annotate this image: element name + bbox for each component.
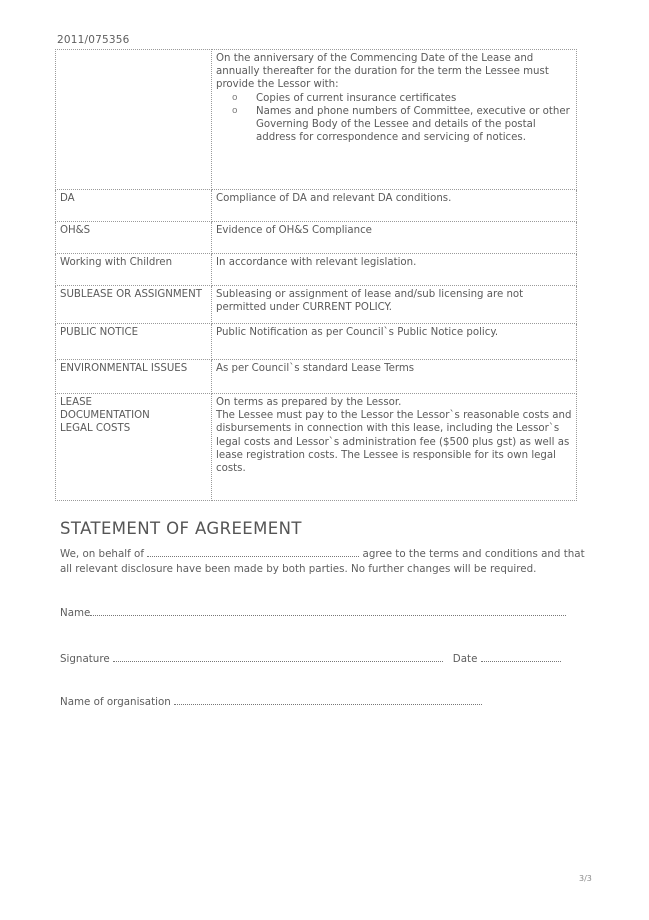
hollow-bullet-icon: o: [232, 92, 238, 103]
organisation-field[interactable]: [174, 694, 482, 705]
row-content: Compliance of DA and relevant DA conditions.: [212, 190, 577, 222]
signature-field-row: [60, 651, 561, 665]
name-field[interactable]: [90, 605, 566, 616]
list-item: [232, 105, 572, 145]
date-field[interactable]: [481, 651, 561, 662]
table-row-sublease: [56, 286, 577, 324]
row-content: In accordance with relevant legislation.: [212, 254, 577, 286]
row-label: Working with Children: [56, 254, 212, 286]
row-content: As per Council`s standard Lease Terms: [212, 360, 577, 394]
row-label: SUBLEASE OR ASSIGNMENT: [56, 286, 212, 324]
table-row-lease-documentation: [56, 394, 577, 501]
statement-title: STATEMENT OF AGREEMENT: [60, 519, 302, 538]
table-row-ohs: [56, 222, 577, 254]
row-label-lease-documentation: [56, 394, 212, 501]
row-label: PUBLIC NOTICE: [56, 324, 212, 360]
row-label-line: LEGAL COSTS: [60, 423, 131, 435]
row-label: DA: [56, 190, 212, 222]
lease-costs-paragraph: The Lessee must pay to the Lessor the Lessor`s reasonable costs and disbursements in connection with this lease, including the Lessor`s legal costs and Lessor`s administration fee ($500 plus gst) as well as lease registration costs. The Lessee is responsible for its own legal costs.: [216, 410, 572, 475]
lease-terms-table: [55, 49, 577, 501]
name-label: Name: [60, 607, 91, 619]
row-label-line: LEASE: [60, 397, 92, 408]
row-label-line: DOCUMENTATION: [60, 410, 150, 422]
date-label: Date: [452, 653, 478, 665]
list-item: [232, 92, 572, 105]
statement-body: [60, 546, 595, 577]
annual-requirements-intro: On the anniversary of the Commencing Date of the Lease and annually thereafter for the duration for the term the Lessee must provide the Lessor with:: [216, 53, 549, 91]
lease-terms-line: On terms as prepared by the Lessor.: [216, 397, 402, 408]
row-content: Public Notification as per Council`s Public Notice policy.: [212, 324, 577, 360]
row-label: ENVIRONMENTAL ISSUES: [56, 360, 212, 394]
page-number: 3/3: [579, 874, 592, 883]
row-label: OH&S: [56, 222, 212, 254]
table-row-environmental: [56, 360, 577, 394]
annual-requirements-list: [216, 92, 572, 145]
document-reference-number: 2011/075356: [57, 34, 130, 46]
statement-text-after: agree to the terms and conditions and that all relevant disclosure have been made by both parties. No further changes will be required.: [60, 548, 585, 575]
behalf-of-field[interactable]: [147, 546, 359, 557]
list-item-text: Copies of current insurance certificates: [256, 92, 457, 104]
row-content: Subleasing or assignment of lease and/sub licensing are not permitted under CURRENT POLICY.: [212, 286, 577, 324]
row-content: Evidence of OH&S Compliance: [212, 222, 577, 254]
table-row-working-with-children: [56, 254, 577, 286]
list-item-text: Names and phone numbers of Committee, executive or other Governing Body of the Lessee and details of the postal address for correspondence and servicing of notices.: [256, 105, 570, 144]
table-row-public-notice: [56, 324, 577, 360]
signature-field[interactable]: [113, 651, 443, 662]
organisation-field-row: [60, 694, 482, 708]
signature-label: Signature: [60, 653, 110, 665]
table-row-da: [56, 190, 577, 222]
row-label-empty: [56, 50, 212, 190]
row-content-lease-documentation: [212, 394, 577, 501]
statement-text-before: We, on behalf of: [60, 548, 144, 560]
organisation-label: Name of organisation: [60, 696, 171, 708]
name-field-row: [60, 605, 566, 619]
row-content-annual-requirements: [212, 50, 577, 190]
hollow-bullet-icon: o: [232, 105, 238, 116]
table-row-annual-requirements: [56, 50, 577, 190]
